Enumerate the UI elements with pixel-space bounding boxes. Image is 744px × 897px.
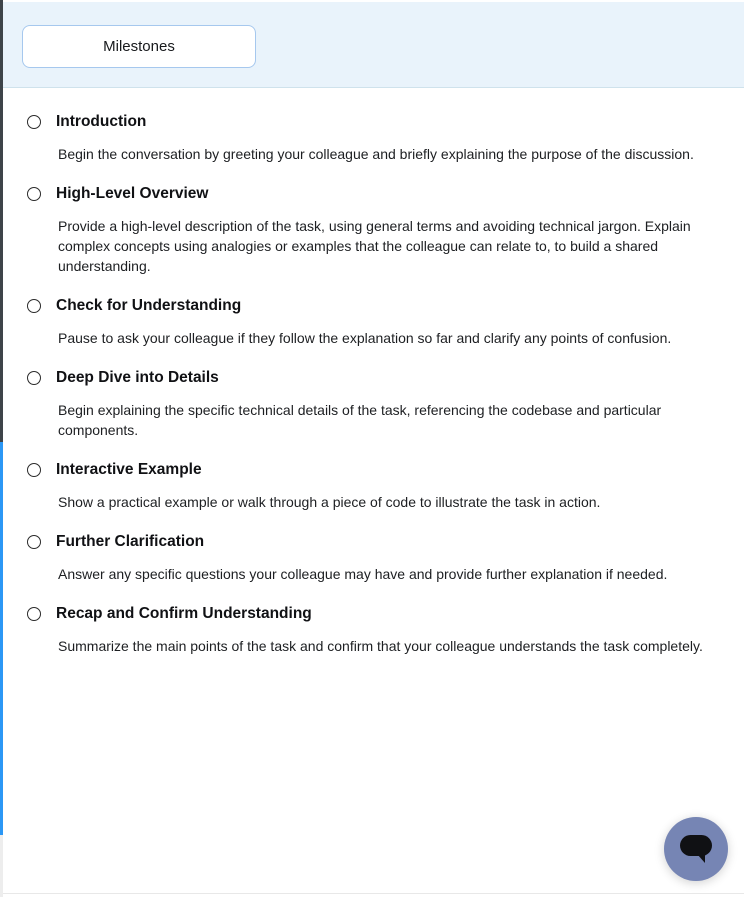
milestone-item — [27, 113, 718, 164]
milestone-title: Recap and Confirm Understanding — [56, 605, 312, 622]
milestone-description: Answer any specific questions your colleague may have and provide further explanation if needed. — [58, 566, 668, 582]
milestone-description: Begin the conversation by greeting your colleague and briefly explaining the purpose of the discussion. — [58, 146, 694, 162]
chat-launcher-button[interactable] — [664, 817, 728, 881]
milestone-radio[interactable] — [27, 371, 41, 385]
milestone-item — [27, 185, 718, 276]
milestones-header — [3, 0, 744, 88]
speech-bubble-icon — [679, 834, 713, 864]
milestone-radio[interactable] — [27, 463, 41, 477]
milestone-description: Begin explaining the specific technical details of the task, referencing the codebase and particular components. — [58, 402, 662, 438]
milestone-item — [27, 369, 718, 440]
milestone-description: Show a practical example or walk through a piece of code to illustrate the task in action. — [58, 494, 601, 510]
milestone-radio[interactable] — [27, 607, 41, 621]
milestone-item — [27, 297, 718, 348]
milestone-title: Interactive Example — [56, 461, 202, 478]
milestone-radio[interactable] — [27, 187, 41, 201]
milestone-radio[interactable] — [27, 535, 41, 549]
milestone-title: High-Level Overview — [56, 185, 209, 202]
milestone-title: Deep Dive into Details — [56, 369, 219, 386]
milestone-title: Check for Understanding — [56, 297, 242, 314]
milestone-item — [27, 533, 718, 584]
milestones-button[interactable]: Milestones — [22, 25, 256, 68]
milestone-title: Further Clarification — [56, 533, 205, 550]
milestone-radio[interactable] — [27, 115, 41, 129]
milestone-item — [27, 461, 718, 512]
milestones-list — [3, 89, 744, 897]
milestone-item — [27, 605, 718, 656]
milestone-title: Introduction — [56, 113, 147, 130]
milestone-description: Pause to ask your colleague if they follow the explanation so far and clarify any points of confusion. — [58, 330, 672, 346]
milestone-description: Provide a high-level description of the task, using general terms and avoiding technical jargon. Explain complex concepts using analogies or examples that the colleague can relate to, to build a shared understanding. — [58, 218, 691, 274]
milestone-description: Summarize the main points of the task and confirm that your colleague understands the task completely. — [58, 638, 703, 654]
milestone-radio[interactable] — [27, 299, 41, 313]
